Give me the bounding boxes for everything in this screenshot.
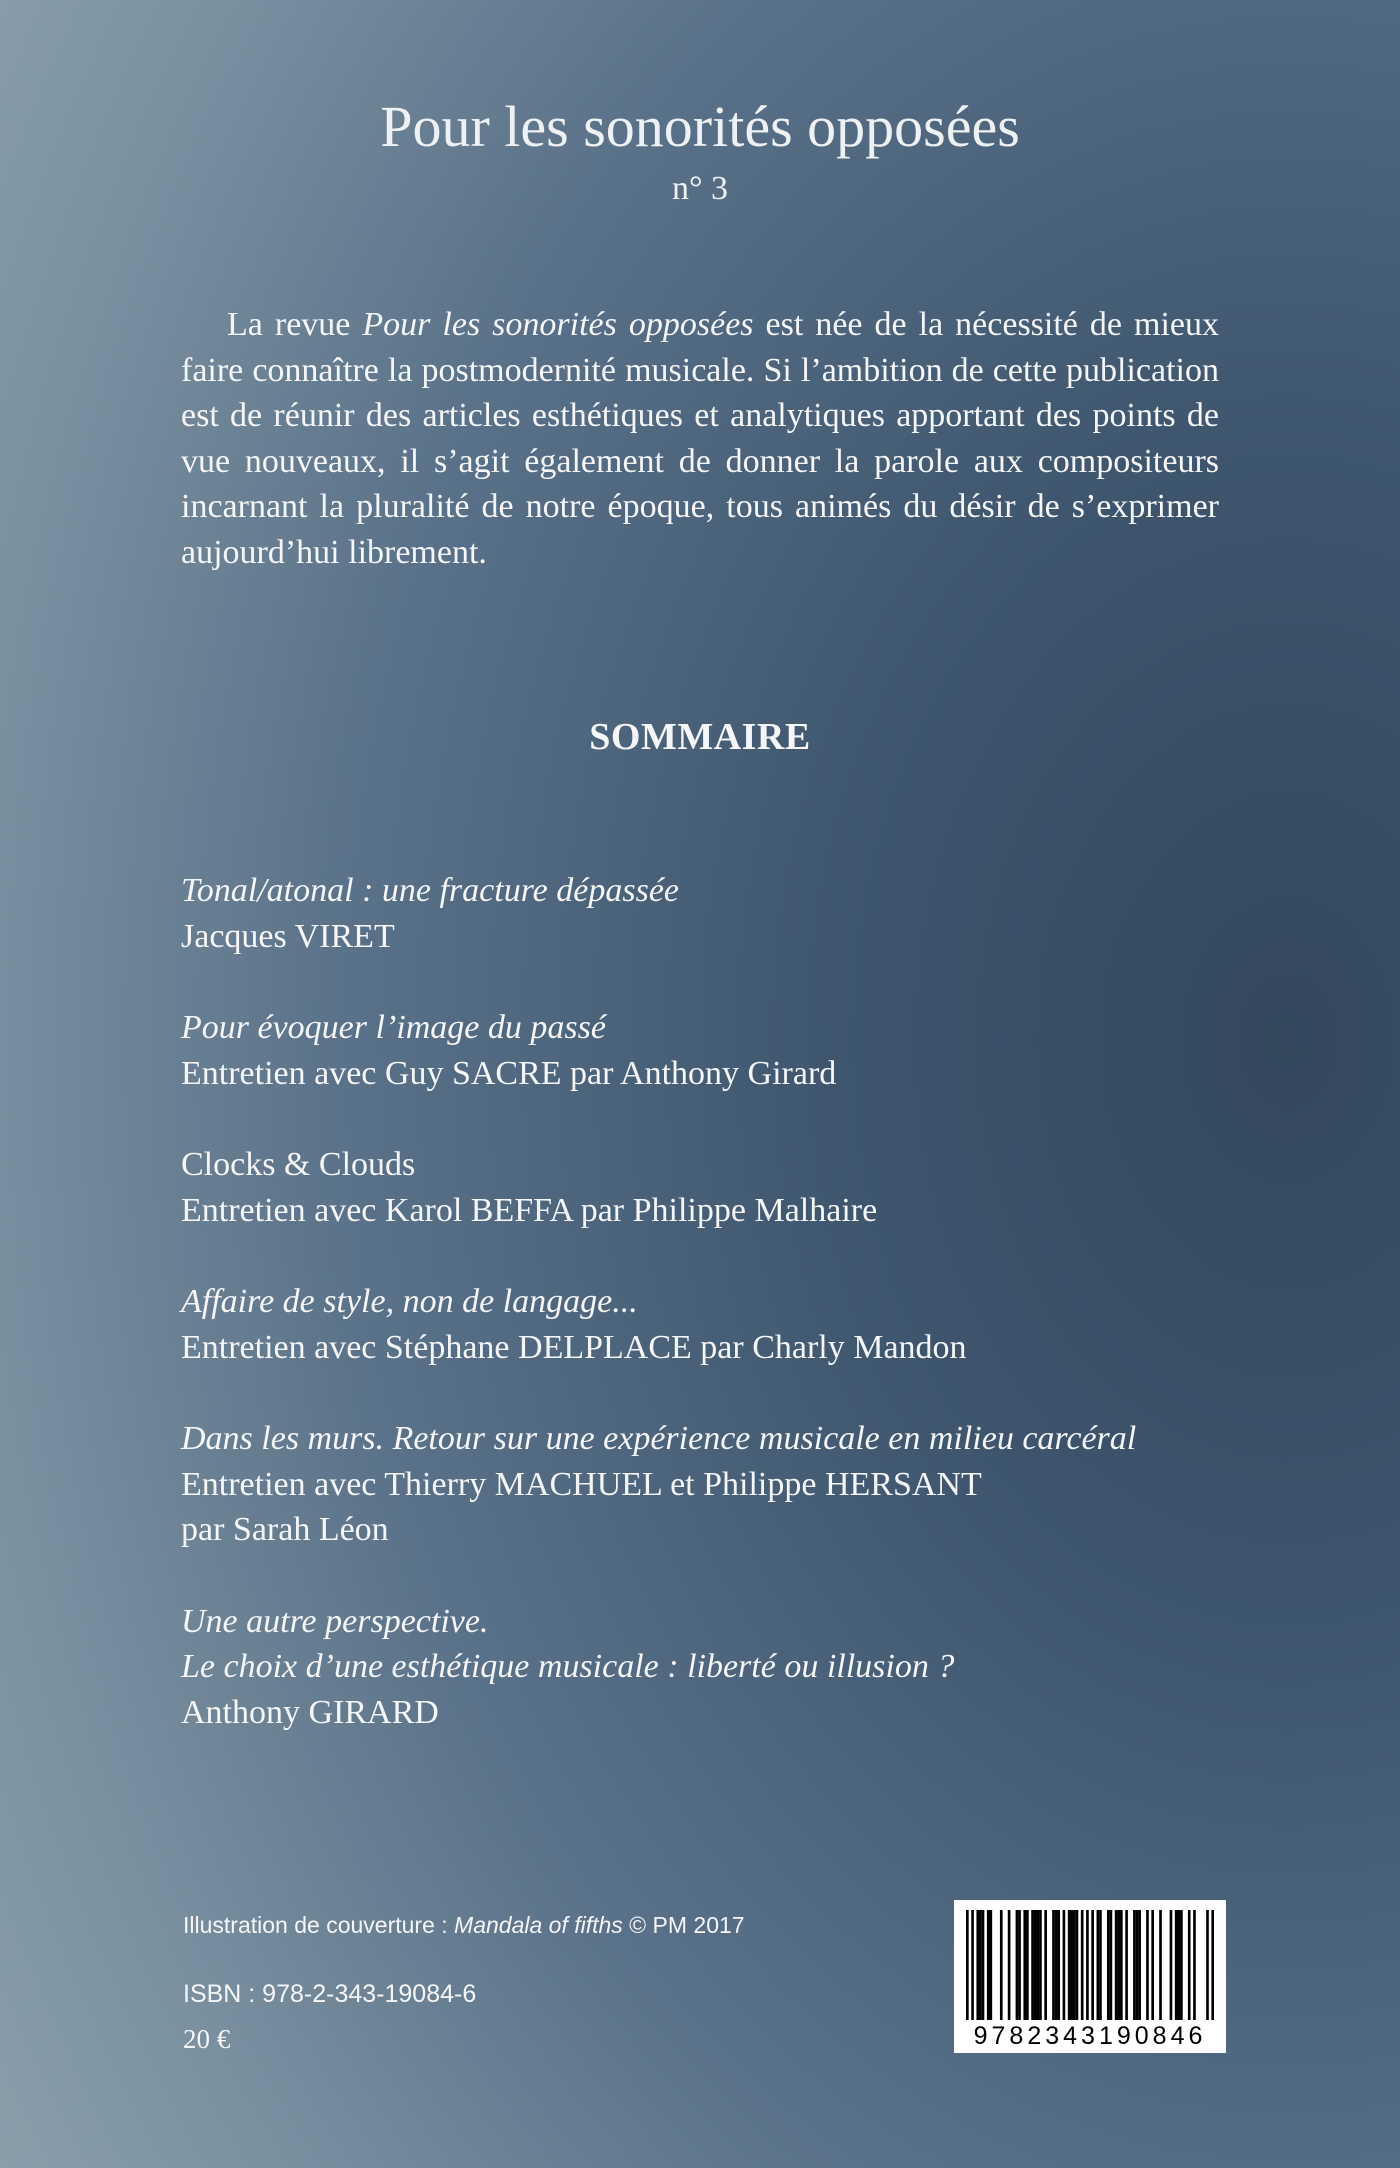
intro-body: est née de la nécessité de mieux faire connaître la postmodernité musicale. Si l’ambition de cette publication est de réunir des articles esthétiques et analytiques apportant des points de vue nouveaux, il s’agit également de donner la parole aux compositeurs incarnant la pluralité de notre époque, tous animés du désir de s’exprimer aujourd’hui librement. [181,306,1219,571]
toc-entry [181,1142,1281,1233]
barcode-bar [1115,1910,1118,2020]
toc-entry [181,1279,1281,1370]
barcode-bar [1097,1910,1100,2020]
intro-prefix: La revue [227,306,363,343]
barcode-bar [1086,1910,1089,2020]
price: 20 € [183,2024,231,2054]
barcode [954,1900,1226,2053]
toc-article-title: Affaire de style, non de langage... [181,1283,638,1320]
toc-entry [181,1005,1281,1096]
toc-article-author: Anthony GIRARD [181,1693,439,1731]
toc-article-title: Pour évoquer l’image du passé [181,1009,606,1046]
toc-entry [181,1416,1281,1553]
barcode-bar [1180,1910,1183,2020]
credit-rights: © PM 2017 [622,1912,745,1938]
barcode-bar [1034,1910,1037,2020]
intro-journal-name: Pour les sonorités opposées [362,306,754,343]
toc-article-title: Le choix d’une esthétique musicale : liberté ou illusion ? [181,1648,955,1685]
toc-article-title: Tonal/atonal : une fracture dépassée [181,872,679,909]
toc-article-author: Entretien avec Guy SACRE par Anthony Girard [181,1054,837,1092]
barcode-bar [1193,1910,1196,2020]
barcode-bar [1188,1910,1191,2020]
barcode-bar [1177,1910,1180,2020]
isbn: ISBN : 978-2-343-19084-6 [183,1980,477,2008]
barcode-bar [1036,1910,1039,2020]
barcode-bar [971,1910,974,2020]
barcode-bar [1026,1910,1029,2020]
barcode-bar [1136,1910,1139,2020]
barcode-bar [1091,1910,1094,2020]
barcode-bar [1175,1910,1178,2020]
barcode-bar [1206,1910,1209,2020]
book-title: Pour les sonorités opposées [380,94,1020,159]
barcode-bar [966,1910,969,2020]
barcode-bar [1031,1910,1034,2020]
barcode-bar [1016,1910,1019,2020]
toc-article-author: Clocks & Clouds [181,1146,416,1183]
barcode-bar [1039,1910,1042,2020]
barcode-bars [966,1910,1214,2020]
barcode-bar [1081,1910,1084,2020]
sommaire-heading: SOMMAIRE [589,716,811,758]
toc-entry [181,868,1281,959]
toc-entry [181,1599,1281,1736]
barcode-bar [1107,1910,1110,2020]
credit-work: Mandala of fifths [454,1912,623,1938]
barcode-bar [1052,1910,1055,2020]
barcode-bar [1063,1910,1066,2020]
issue-number: n° 3 [671,170,729,207]
toc-article-title: Une autre perspective. [181,1602,489,1640]
barcode-bar [1117,1910,1120,2020]
toc-article-author: par Sarah Léon [181,1511,389,1548]
toc-article-title: Dans les murs. Retour sur une expérience musicale en milieu carcéral [181,1420,1137,1457]
barcode-bar [1044,1910,1047,2020]
barcode-bar [1068,1910,1071,2020]
toc-article-author: Entretien avec Stéphane DELPLACE par Charly Mandon [181,1328,967,1366]
intro-paragraph [181,302,1219,575]
barcode-bar [1110,1910,1113,2020]
barcode-bar [1070,1910,1073,2020]
barcode-bar [1138,1910,1141,2020]
barcode-bar [1120,1910,1123,2020]
barcode-bar [1000,1910,1003,2020]
barcode-bar [1211,1910,1214,2020]
barcode-bar [1125,1910,1128,2020]
barcode-bar [1159,1910,1162,2020]
barcode-bar [979,1910,982,2020]
table-of-contents [181,868,1281,1781]
barcode-bar [1076,1910,1079,2020]
barcode-bar [1073,1910,1076,2020]
barcode-bar [1099,1910,1102,2020]
barcode-bar [1146,1910,1149,2020]
toc-article-author: Entretien avec Karol BEFFA par Philippe Malhaire [181,1191,878,1229]
barcode-bar [1008,1910,1011,2020]
credit-label: Illustration de couverture : [183,1912,455,1938]
barcode-bar [1055,1910,1058,2020]
barcode-bar [1018,1910,1021,2020]
barcode-bar [976,1910,979,2020]
toc-article-author: Entretien avec Thierry MACHUEL et Philippe HERSANT [181,1465,982,1503]
barcode-bar [1057,1910,1060,2020]
barcode-bar [987,1910,990,2020]
barcode-bar [1170,1910,1173,2020]
barcode-bar [1133,1910,1136,2020]
toc-article-author: Jacques VIRET [181,917,395,955]
barcode-bar [989,1910,992,2020]
barcode-bar [1151,1910,1154,2020]
cover-credit [183,1910,745,1940]
barcode-digits: 9782343190846 [973,2022,1207,2050]
barcode-bar [982,1910,985,2020]
barcode-bar [1023,1910,1026,2020]
